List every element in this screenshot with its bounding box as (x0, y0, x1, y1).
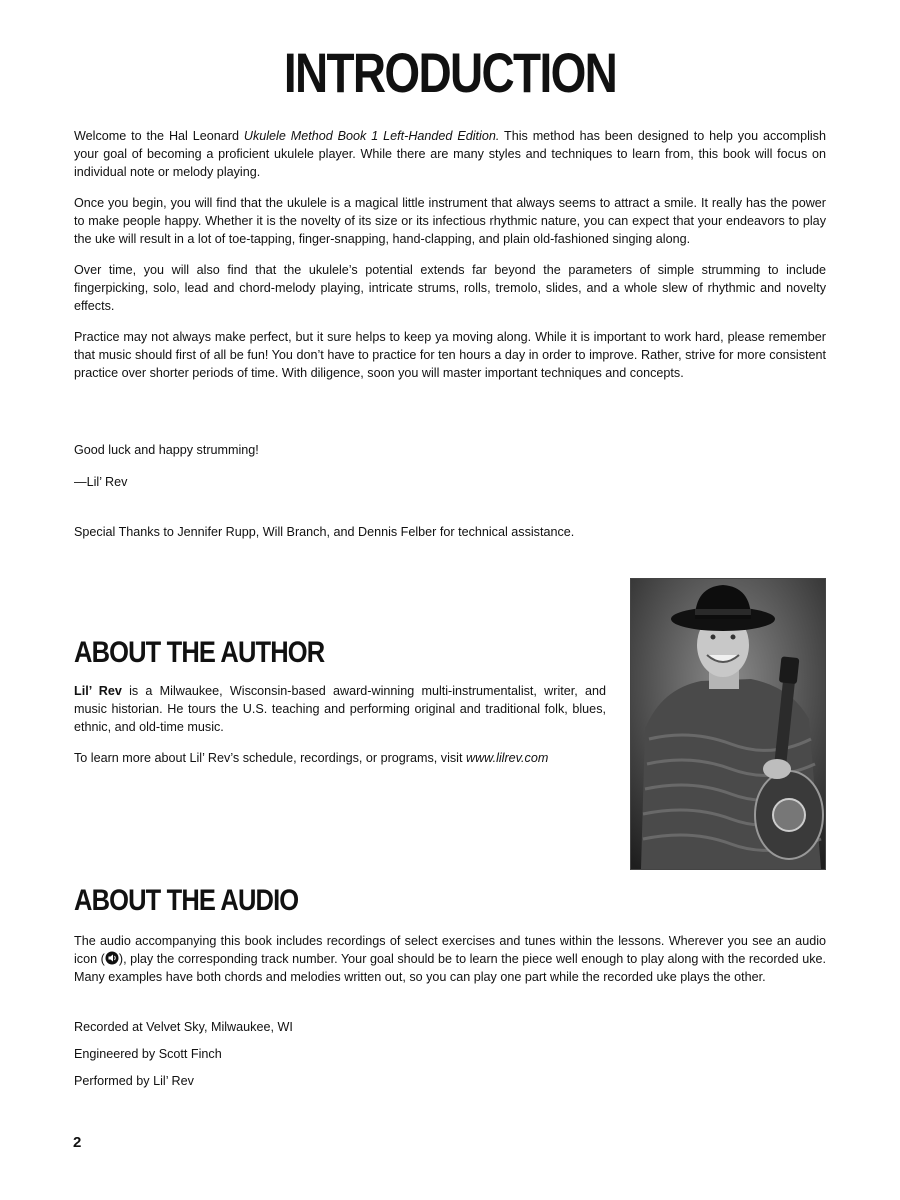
intro-p1-end: This method has been designed to help you accomplish your goal of becoming a proficient ukulele player. While there are many styles and techniques to learn from, this book will focus on individual note or melody playing. (74, 129, 826, 179)
page-number: 2 (73, 1134, 82, 1151)
special-thanks: Special Thanks to Jennifer Rupp, Will Branch, and Dennis Felber for technical assistance. (74, 525, 575, 539)
intro-paragraph-1 (74, 127, 826, 181)
author-bio (74, 682, 606, 736)
author-more-info (74, 749, 606, 767)
author-photo-image (631, 579, 825, 869)
author-more-text: To learn more about Lil’ Rev’s schedule, recordings, or programs, visit (74, 751, 466, 765)
engineered-credit: Engineered by Scott Finch (74, 1047, 222, 1061)
about-author-heading: ABOUT THE AUTHOR (74, 636, 325, 669)
signoff (74, 441, 826, 500)
author-name: Lil’ Rev (74, 684, 122, 698)
about-audio-section (74, 932, 826, 999)
audio-speaker-icon (105, 951, 119, 965)
page-title: INTRODUCTION (283, 41, 617, 104)
recorded-credit: Recorded at Velvet Sky, Milwaukee, WI (74, 1020, 293, 1034)
signature: —Lil’ Rev (74, 475, 128, 489)
about-audio-heading: ABOUT THE AUDIO (74, 884, 299, 917)
audio-description (74, 932, 826, 986)
audio-credits (74, 1018, 826, 1099)
good-luck-line: Good luck and happy strumming! (74, 443, 259, 457)
intro-paragraph-2: Once you begin, you will find that the ukulele is a magical little instrument that always seems to attract a smile. It really has the power to make people happy. Whether it is the novelty of its size or its infectious rhythmic nature, you can expect that your endeavors to play the uke will result in a lot of toe-tapping, finger-snapping, hand-clapping, and plain old-fashioned singing along. (74, 196, 826, 246)
intro-paragraph-3: Over time, you will also find that the ukulele’s potential extends far beyond the parameters of simple strumming to include fingerpicking, solo, lead and chord-melody playing, intricate strums, rolls, tremolo, slides, and a whole slew of rhythmic and novelty effects. (74, 263, 826, 313)
author-bio-text: is a Milwaukee, Wisconsin-based award-winning multi-instrumentalist, writer, and music historian. He tours the U.S. teaching and performing original and traditional folk, blues, ethnic, and old-time music. (74, 684, 606, 734)
audio-desc-start: The audio accompanying this book includes recordings of select exercises and tunes within the lessons. Wherever you see an audio icon ( (74, 934, 826, 966)
book-title: Ukulele Method Book 1 Left-Handed Edition. (243, 129, 500, 143)
author-photo (630, 578, 826, 870)
about-author-section (74, 682, 606, 780)
intro-p1-start: Welcome to the Hal Leonard (74, 129, 244, 143)
performed-credit: Performed by Lil’ Rev (74, 1074, 194, 1088)
thanks-section (74, 523, 826, 554)
introduction-section (74, 127, 826, 395)
author-website-link[interactable]: www.lilrev.com (465, 751, 549, 765)
intro-paragraph-4: Practice may not always make perfect, but it sure helps to keep ya moving along. While it is important to work hard, please remember that music should first of all be fun! You don’t have to practice for ten hours a day in order to improve. Rather, strive for more consistent practice over shorter periods of time. With diligence, soon you will master important techniques and concepts. (74, 330, 826, 380)
audio-desc-end: ), play the corresponding track number. Your goal should be to learn the piece well enough to play along with the recorded uke. Many examples have both chords and melodies written out, so you can play one part while the recorded uke plays the other. (74, 952, 826, 984)
